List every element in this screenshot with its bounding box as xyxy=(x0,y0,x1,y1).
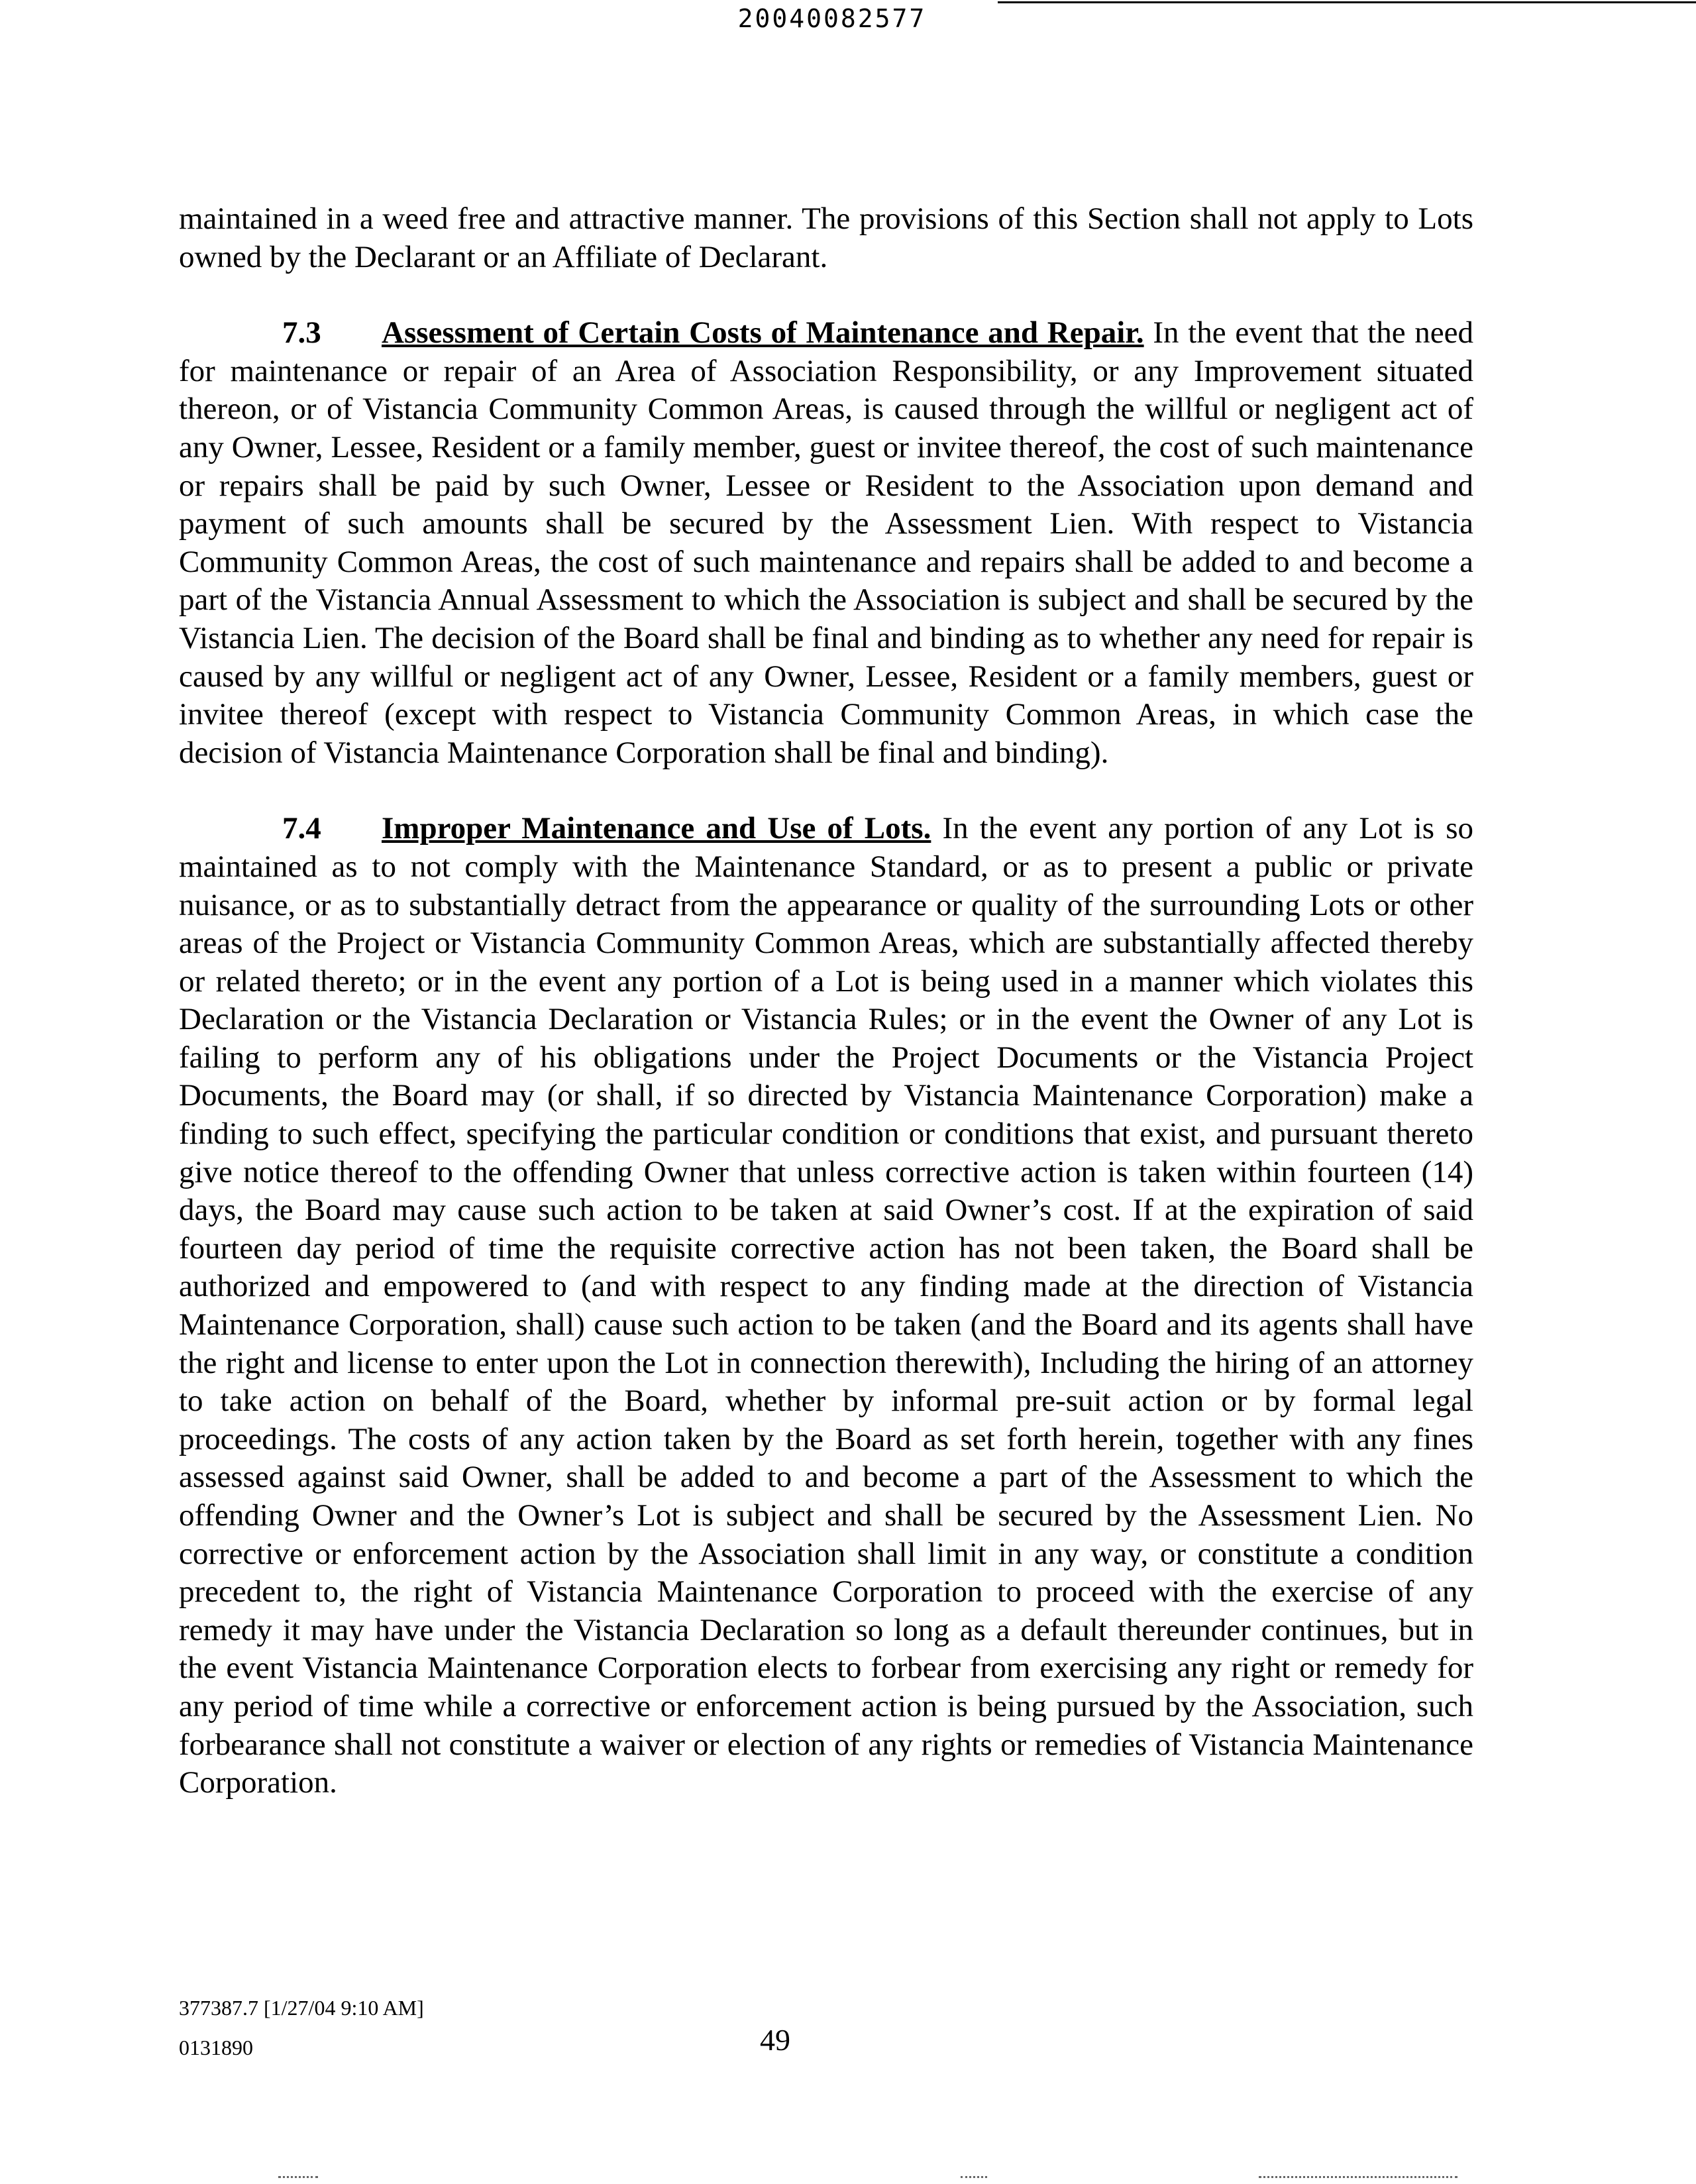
footer-doc-id: 377387.7 [1/27/04 9:10 AM] xyxy=(179,1996,424,2020)
scan-artifact xyxy=(278,2176,318,2178)
section-7-3 xyxy=(179,314,1473,772)
section-heading: Assessment of Certain Costs of Maintenance and Repair. xyxy=(382,315,1144,351)
section-number: 7.3 xyxy=(282,315,321,351)
scan-artifact xyxy=(1259,2176,1458,2178)
intro-paragraph: maintained in a weed free and attractive manner. The provisions of this Section shall not apply to Lots owned by the Declarant or an Affiliate of Declarant. xyxy=(179,201,1473,274)
section-number: 7.4 xyxy=(282,811,321,846)
section-text: In the event that the need for maintenance or repair of an Area of Association Responsibility, or any Improvement situated thereon, or of Vistancia Community Common Areas, is caused through the willful or negligent act of any Owner, Lessee, Resident or a family member, guest or invitee thereof, the cost of such maintenance or repairs shall be paid by such Owner, Lessee or Resident to the Association upon demand and payment of such amounts shall be secured by the Assessment Lien. With respect to Vistancia Community Common Areas, the cost of such maintenance and repairs shall be added to and become a part of the Vistancia Annual Assessment to which the Association is subject and shall be secured by the Vistancia Lien. The decision of the Board shall be final and binding as to whether any need for repair is caused by any willful or negligent act of any Owner, Lessee, Resident or a family members, guest or invitee thereof (except with respect to Vistancia Community Common Areas, in which case the decision of Vistancia Maintenance Corporation shall be final and binding). xyxy=(179,315,1474,770)
section-text: In the event any portion of any Lot is so maintained as to not comply with the Maintenance Standard, or as to present a public or private nuisance, or as to substantially detract from the appearance or quality of the surrounding Lots or other areas of the Project or Vistancia Community Common Areas, which are substantially affected thereby or related thereto; or in the event any portion of a Lot is being used in a manner which violates this Declaration or the Vistancia Declaration or Vistancia Rules; or in the event the Owner of any Lot is failing to perform any of his obligations under the Project Documents or the Vistancia Project Documents, the Board may (or shall, if so directed by Vistancia Maintenance Corporation) make a finding to such effect, specifying the particular condition or conditions that exist, and pursuant thereto give notice thereof to the offending Owner that unless corrective action is taken within fourteen (14) days, the Board may cause such action to be taken at said Owner’s cost. If at the expiration of said fourteen day period of time the requisite corrective action has not been taken, the Board shall be authorized and empowered to (and with respect to any finding made at the direction of Vistancia Maintenance Corporation, shall) cause such action to be taken (and the Board and its agents shall have the right and license to enter upon the Lot in connection therewith), Including the hiring of an attorney to take action on behalf of the Board, whether by informal pre-suit action or by formal legal proceedings. The costs of any action taken by the Board as set forth herein, together with any fines assessed against said Owner, shall be added to and become a part of the Assessment to which the offending Owner and the Owner’s Lot is subject and shall be secured by the Assessment Lien. No corrective or enforcement action by the Association shall limit in any way, or constitute a condition precedent to, the right of Vistancia Maintenance Corporation to proceed with the exercise of any remedy it may have under the Vistancia Declaration so long as a default thereunder continues, but in the event Vistancia Maintenance Corporation elects to forbear from exercising any right or remedy for any period of time while a corrective or enforcement action is being pursued by the Association, such forbearance shall not constitute a waiver or election of any rights or remedies of Vistancia Maintenance Corporation. xyxy=(179,811,1473,1800)
page-number: 49 xyxy=(760,2023,790,2057)
section-heading: Improper Maintenance and Use of Lots. xyxy=(382,811,931,846)
footer-client-number: 0131890 xyxy=(179,2036,253,2059)
scan-artifact xyxy=(961,2176,987,2178)
recording-number: 20040082577 xyxy=(737,4,927,33)
section-7-4 xyxy=(179,810,1473,1802)
document-body xyxy=(179,200,1473,1840)
top-edge-rule xyxy=(998,1,1696,3)
footer-document-info xyxy=(179,1988,424,2067)
